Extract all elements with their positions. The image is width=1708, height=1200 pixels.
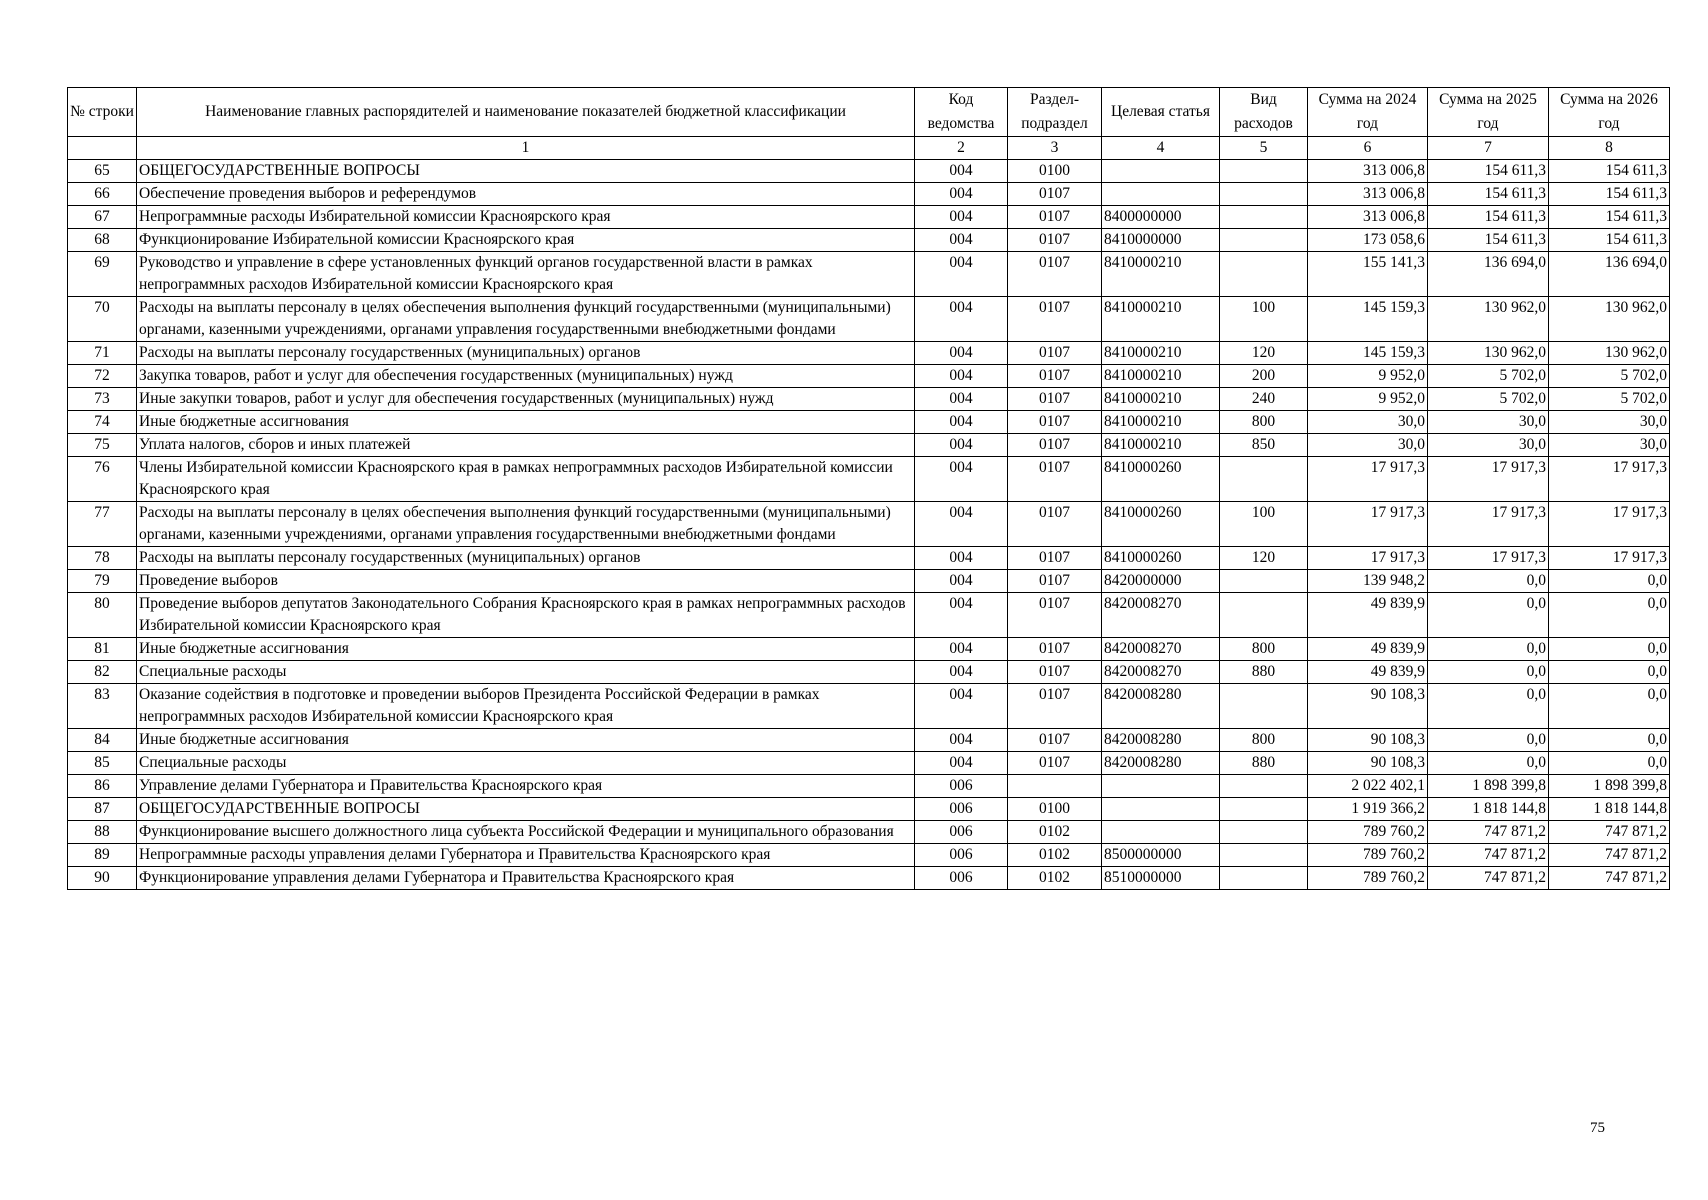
row-target: 8410000000	[1102, 229, 1220, 252]
row-dept-code: 004	[915, 388, 1008, 411]
row-section: 0107	[1008, 411, 1102, 434]
row-kind	[1220, 798, 1308, 821]
row-name: Функционирование высшего должностного лица субъекта Российской Федерации и муниципального образования	[137, 821, 915, 844]
row-number: 84	[68, 729, 137, 752]
table-row	[68, 593, 1670, 638]
table-row	[68, 342, 1670, 365]
row-kind: 100	[1220, 502, 1308, 547]
row-dept-code: 006	[915, 775, 1008, 798]
row-kind: 240	[1220, 388, 1308, 411]
row-sum-2025: 0,0	[1428, 570, 1549, 593]
header-sum-2024: Сумма на 2024 год	[1308, 88, 1428, 137]
table-row	[68, 388, 1670, 411]
row-kind: 200	[1220, 365, 1308, 388]
row-section: 0107	[1008, 457, 1102, 502]
row-sum-2024: 313 006,8	[1308, 160, 1428, 183]
row-sum-2026: 5 702,0	[1549, 365, 1670, 388]
row-sum-2026: 747 871,2	[1549, 844, 1670, 867]
row-dept-code: 006	[915, 844, 1008, 867]
row-name: Непрограммные расходы Избирательной комиссии Красноярского края	[137, 206, 915, 229]
row-sum-2024: 49 839,9	[1308, 638, 1428, 661]
row-sum-2024: 2 022 402,1	[1308, 775, 1428, 798]
row-section: 0107	[1008, 434, 1102, 457]
row-number: 77	[68, 502, 137, 547]
row-sum-2026: 0,0	[1549, 684, 1670, 729]
row-number: 67	[68, 206, 137, 229]
row-kind	[1220, 775, 1308, 798]
row-sum-2025: 0,0	[1428, 684, 1549, 729]
row-sum-2025: 0,0	[1428, 638, 1549, 661]
column-number: 4	[1102, 137, 1220, 160]
row-section: 0107	[1008, 342, 1102, 365]
budget-sheet	[67, 87, 1669, 890]
row-sum-2024: 155 141,3	[1308, 252, 1428, 297]
row-section: 0107	[1008, 684, 1102, 729]
row-target: 8410000210	[1102, 388, 1220, 411]
row-dept-code: 004	[915, 160, 1008, 183]
table-row	[68, 661, 1670, 684]
row-section: 0107	[1008, 206, 1102, 229]
row-name: Специальные расходы	[137, 752, 915, 775]
row-dept-code: 004	[915, 411, 1008, 434]
row-sum-2025: 154 611,3	[1428, 160, 1549, 183]
row-target	[1102, 775, 1220, 798]
row-dept-code: 004	[915, 229, 1008, 252]
row-number: 86	[68, 775, 137, 798]
row-kind	[1220, 229, 1308, 252]
row-sum-2026: 747 871,2	[1549, 867, 1670, 890]
row-sum-2025: 154 611,3	[1428, 183, 1549, 206]
header-row-no: № строки	[68, 88, 137, 137]
row-section: 0107	[1008, 502, 1102, 547]
row-section: 0107	[1008, 229, 1102, 252]
row-sum-2026: 0,0	[1549, 638, 1670, 661]
row-section: 0107	[1008, 365, 1102, 388]
row-section: 0102	[1008, 821, 1102, 844]
row-target: 8420008270	[1102, 638, 1220, 661]
row-name: Руководство и управление в сфере установленных функций органов государственной власти в рамках непрограммных расходов Избирательной комиссии Красноярского края	[137, 252, 915, 297]
row-dept-code: 004	[915, 729, 1008, 752]
row-dept-code: 006	[915, 798, 1008, 821]
row-section: 0102	[1008, 867, 1102, 890]
table-row	[68, 229, 1670, 252]
row-target: 8420008280	[1102, 729, 1220, 752]
row-name: Управление делами Губернатора и Правительства Красноярского края	[137, 775, 915, 798]
row-number: 89	[68, 844, 137, 867]
header-dept-code: Код ведомства	[915, 88, 1008, 137]
row-sum-2026: 154 611,3	[1549, 229, 1670, 252]
row-sum-2025: 30,0	[1428, 411, 1549, 434]
row-sum-2024: 17 917,3	[1308, 547, 1428, 570]
row-sum-2024: 90 108,3	[1308, 752, 1428, 775]
row-sum-2024: 17 917,3	[1308, 502, 1428, 547]
header-target: Целевая статья	[1102, 88, 1220, 137]
row-name: Функционирование управления делами Губернатора и Правительства Красноярского края	[137, 867, 915, 890]
row-kind	[1220, 684, 1308, 729]
row-sum-2026: 0,0	[1549, 593, 1670, 638]
row-sum-2025: 747 871,2	[1428, 867, 1549, 890]
row-sum-2024: 145 159,3	[1308, 297, 1428, 342]
row-dept-code: 004	[915, 547, 1008, 570]
row-sum-2024: 49 839,9	[1308, 661, 1428, 684]
row-kind: 800	[1220, 729, 1308, 752]
budget-table	[67, 87, 1670, 890]
row-section: 0100	[1008, 160, 1102, 183]
row-section: 0107	[1008, 570, 1102, 593]
row-name: Члены Избирательной комиссии Красноярского края в рамках непрограммных расходов Избирательной комиссии Красноярского края	[137, 457, 915, 502]
row-number: 87	[68, 798, 137, 821]
row-target: 8410000210	[1102, 297, 1220, 342]
table-row	[68, 252, 1670, 297]
row-number: 70	[68, 297, 137, 342]
row-target: 8410000210	[1102, 411, 1220, 434]
table-row	[68, 365, 1670, 388]
row-sum-2025: 5 702,0	[1428, 388, 1549, 411]
row-name: Закупка товаров, работ и услуг для обеспечения государственных (муниципальных) нужд	[137, 365, 915, 388]
row-target: 8410000210	[1102, 365, 1220, 388]
row-target	[1102, 821, 1220, 844]
row-section: 0107	[1008, 388, 1102, 411]
column-number: 3	[1008, 137, 1102, 160]
table-row	[68, 160, 1670, 183]
row-section: 0102	[1008, 844, 1102, 867]
row-number: 78	[68, 547, 137, 570]
row-sum-2024: 9 952,0	[1308, 365, 1428, 388]
row-kind: 120	[1220, 547, 1308, 570]
row-sum-2025: 154 611,3	[1428, 229, 1549, 252]
table-row	[68, 457, 1670, 502]
row-dept-code: 004	[915, 502, 1008, 547]
row-target: 8410000260	[1102, 502, 1220, 547]
row-kind	[1220, 867, 1308, 890]
row-sum-2025: 17 917,3	[1428, 457, 1549, 502]
row-section: 0107	[1008, 297, 1102, 342]
row-sum-2024: 789 760,2	[1308, 844, 1428, 867]
row-sum-2024: 789 760,2	[1308, 821, 1428, 844]
row-target	[1102, 160, 1220, 183]
row-target: 8420008270	[1102, 661, 1220, 684]
row-section: 0107	[1008, 183, 1102, 206]
row-sum-2026: 17 917,3	[1549, 547, 1670, 570]
row-target	[1102, 798, 1220, 821]
row-kind	[1220, 183, 1308, 206]
row-target	[1102, 183, 1220, 206]
row-section: 0107	[1008, 593, 1102, 638]
row-number: 69	[68, 252, 137, 297]
row-number: 88	[68, 821, 137, 844]
row-sum-2024: 139 948,2	[1308, 570, 1428, 593]
table-row	[68, 502, 1670, 547]
row-sum-2025: 0,0	[1428, 593, 1549, 638]
row-dept-code: 004	[915, 593, 1008, 638]
table-row	[68, 844, 1670, 867]
row-number: 90	[68, 867, 137, 890]
row-section: 0107	[1008, 729, 1102, 752]
row-sum-2025: 136 694,0	[1428, 252, 1549, 297]
row-dept-code: 004	[915, 297, 1008, 342]
row-number: 75	[68, 434, 137, 457]
row-sum-2026: 17 917,3	[1549, 502, 1670, 547]
row-dept-code: 004	[915, 252, 1008, 297]
row-name: Расходы на выплаты персоналу в целях обеспечения выполнения функций государственными (муниципальными) органами, казенными учреждениями, органами управления государственными внебюджетными фондами	[137, 297, 915, 342]
row-sum-2025: 747 871,2	[1428, 821, 1549, 844]
row-number: 71	[68, 342, 137, 365]
table-row	[68, 206, 1670, 229]
row-sum-2024: 789 760,2	[1308, 867, 1428, 890]
row-kind	[1220, 457, 1308, 502]
row-target: 8500000000	[1102, 844, 1220, 867]
header-row	[68, 88, 1670, 137]
row-sum-2025: 130 962,0	[1428, 297, 1549, 342]
row-name: Иные бюджетные ассигнования	[137, 638, 915, 661]
row-sum-2026: 130 962,0	[1549, 297, 1670, 342]
row-name: Проведение выборов депутатов Законодательного Собрания Красноярского края в рамках непрограммных расходов Избирательной комиссии Красноярского края	[137, 593, 915, 638]
row-name: Оказание содействия в подготовке и проведении выборов Президента Российской Федерации в рамках непрограммных расходов Избирательной комиссии Красноярского края	[137, 684, 915, 729]
row-number: 79	[68, 570, 137, 593]
header-sum-2026: Сумма на 2026 год	[1549, 88, 1670, 137]
row-sum-2026: 154 611,3	[1549, 160, 1670, 183]
row-sum-2025: 747 871,2	[1428, 844, 1549, 867]
table-row	[68, 775, 1670, 798]
row-kind	[1220, 570, 1308, 593]
row-kind	[1220, 160, 1308, 183]
row-kind	[1220, 593, 1308, 638]
row-number: 81	[68, 638, 137, 661]
row-sum-2026: 30,0	[1549, 434, 1670, 457]
row-section: 0107	[1008, 752, 1102, 775]
row-target: 8410000260	[1102, 547, 1220, 570]
row-dept-code: 004	[915, 684, 1008, 729]
row-target: 8420008270	[1102, 593, 1220, 638]
row-kind: 880	[1220, 661, 1308, 684]
row-kind	[1220, 844, 1308, 867]
column-number: 8	[1549, 137, 1670, 160]
row-sum-2025: 154 611,3	[1428, 206, 1549, 229]
column-number	[68, 137, 137, 160]
row-sum-2026: 130 962,0	[1549, 342, 1670, 365]
row-number: 73	[68, 388, 137, 411]
row-dept-code: 004	[915, 434, 1008, 457]
header-kind: Вид расходов	[1220, 88, 1308, 137]
row-target: 8410000210	[1102, 252, 1220, 297]
row-section	[1008, 775, 1102, 798]
row-sum-2026: 5 702,0	[1549, 388, 1670, 411]
row-kind	[1220, 821, 1308, 844]
row-kind: 880	[1220, 752, 1308, 775]
row-target: 8400000000	[1102, 206, 1220, 229]
row-name: Обеспечение проведения выборов и референдумов	[137, 183, 915, 206]
row-sum-2025: 1 898 399,8	[1428, 775, 1549, 798]
table-row	[68, 821, 1670, 844]
row-target: 8420008280	[1102, 752, 1220, 775]
table-row	[68, 183, 1670, 206]
row-target: 8410000210	[1102, 434, 1220, 457]
row-kind	[1220, 206, 1308, 229]
row-dept-code: 006	[915, 821, 1008, 844]
row-sum-2026: 0,0	[1549, 752, 1670, 775]
row-kind: 800	[1220, 638, 1308, 661]
row-dept-code: 004	[915, 206, 1008, 229]
row-sum-2024: 17 917,3	[1308, 457, 1428, 502]
row-sum-2026: 154 611,3	[1549, 183, 1670, 206]
table-row	[68, 752, 1670, 775]
row-sum-2026: 154 611,3	[1549, 206, 1670, 229]
row-number: 83	[68, 684, 137, 729]
row-name: Специальные расходы	[137, 661, 915, 684]
row-name: Расходы на выплаты персоналу государственных (муниципальных) органов	[137, 342, 915, 365]
row-sum-2026: 1 898 399,8	[1549, 775, 1670, 798]
row-sum-2025: 1 818 144,8	[1428, 798, 1549, 821]
row-sum-2026: 136 694,0	[1549, 252, 1670, 297]
header-section: Раздел-подраздел	[1008, 88, 1102, 137]
row-sum-2026: 747 871,2	[1549, 821, 1670, 844]
row-name: Расходы на выплаты персоналу в целях обеспечения выполнения функций государственными (муниципальными) органами, казенными учреждениями, органами управления государственными внебюджетными фондами	[137, 502, 915, 547]
table-row	[68, 729, 1670, 752]
row-dept-code: 004	[915, 661, 1008, 684]
row-sum-2024: 313 006,8	[1308, 206, 1428, 229]
table-row	[68, 867, 1670, 890]
row-sum-2025: 130 962,0	[1428, 342, 1549, 365]
row-target: 8510000000	[1102, 867, 1220, 890]
row-sum-2024: 313 006,8	[1308, 183, 1428, 206]
row-number: 76	[68, 457, 137, 502]
row-number: 66	[68, 183, 137, 206]
row-sum-2024: 1 919 366,2	[1308, 798, 1428, 821]
column-number: 1	[137, 137, 915, 160]
row-kind	[1220, 252, 1308, 297]
row-name: Проведение выборов	[137, 570, 915, 593]
row-dept-code: 004	[915, 183, 1008, 206]
header-name: Наименование главных распорядителей и наименование показателей бюджетной классификации	[137, 88, 915, 137]
header-sum-2025: Сумма на 2025 год	[1428, 88, 1549, 137]
row-sum-2024: 145 159,3	[1308, 342, 1428, 365]
row-sum-2025: 17 917,3	[1428, 502, 1549, 547]
row-sum-2024: 49 839,9	[1308, 593, 1428, 638]
row-sum-2025: 5 702,0	[1428, 365, 1549, 388]
column-number: 5	[1220, 137, 1308, 160]
row-name: Функционирование Избирательной комиссии Красноярского края	[137, 229, 915, 252]
row-sum-2024: 90 108,3	[1308, 684, 1428, 729]
table-row	[68, 411, 1670, 434]
column-number: 6	[1308, 137, 1428, 160]
table-row	[68, 547, 1670, 570]
row-sum-2024: 173 058,6	[1308, 229, 1428, 252]
row-dept-code: 004	[915, 570, 1008, 593]
column-number: 7	[1428, 137, 1549, 160]
column-number: 2	[915, 137, 1008, 160]
row-section: 0100	[1008, 798, 1102, 821]
row-dept-code: 004	[915, 638, 1008, 661]
row-target: 8420008280	[1102, 684, 1220, 729]
row-dept-code: 004	[915, 457, 1008, 502]
row-name: Иные бюджетные ассигнования	[137, 729, 915, 752]
row-name: Иные бюджетные ассигнования	[137, 411, 915, 434]
row-sum-2026: 17 917,3	[1549, 457, 1670, 502]
row-name: ОБЩЕГОСУДАРСТВЕННЫЕ ВОПРОСЫ	[137, 160, 915, 183]
table-row	[68, 638, 1670, 661]
row-sum-2026: 30,0	[1549, 411, 1670, 434]
row-section: 0107	[1008, 252, 1102, 297]
row-number: 72	[68, 365, 137, 388]
row-dept-code: 004	[915, 752, 1008, 775]
table-body	[68, 160, 1670, 890]
row-sum-2026: 0,0	[1549, 661, 1670, 684]
row-kind: 120	[1220, 342, 1308, 365]
row-target: 8410000260	[1102, 457, 1220, 502]
table-row	[68, 684, 1670, 729]
row-number: 85	[68, 752, 137, 775]
row-dept-code: 006	[915, 867, 1008, 890]
row-sum-2026: 1 818 144,8	[1549, 798, 1670, 821]
row-sum-2025: 0,0	[1428, 752, 1549, 775]
row-sum-2024: 30,0	[1308, 411, 1428, 434]
row-sum-2024: 90 108,3	[1308, 729, 1428, 752]
row-sum-2024: 30,0	[1308, 434, 1428, 457]
row-sum-2025: 0,0	[1428, 661, 1549, 684]
row-number: 80	[68, 593, 137, 638]
row-sum-2025: 17 917,3	[1428, 547, 1549, 570]
row-number: 82	[68, 661, 137, 684]
row-section: 0107	[1008, 547, 1102, 570]
row-number: 74	[68, 411, 137, 434]
row-target: 8420000000	[1102, 570, 1220, 593]
row-name: Уплата налогов, сборов и иных платежей	[137, 434, 915, 457]
column-number-row	[68, 137, 1670, 160]
row-sum-2025: 0,0	[1428, 729, 1549, 752]
row-section: 0107	[1008, 638, 1102, 661]
row-sum-2024: 9 952,0	[1308, 388, 1428, 411]
row-section: 0107	[1008, 661, 1102, 684]
row-sum-2025: 30,0	[1428, 434, 1549, 457]
table-row	[68, 570, 1670, 593]
row-name: Расходы на выплаты персоналу государственных (муниципальных) органов	[137, 547, 915, 570]
row-name: ОБЩЕГОСУДАРСТВЕННЫЕ ВОПРОСЫ	[137, 798, 915, 821]
row-number: 68	[68, 229, 137, 252]
row-kind: 850	[1220, 434, 1308, 457]
row-kind: 800	[1220, 411, 1308, 434]
row-dept-code: 004	[915, 342, 1008, 365]
row-kind: 100	[1220, 297, 1308, 342]
row-sum-2026: 0,0	[1549, 729, 1670, 752]
table-row	[68, 434, 1670, 457]
page-number: 75	[1590, 1120, 1605, 1136]
row-dept-code: 004	[915, 365, 1008, 388]
row-number: 65	[68, 160, 137, 183]
row-name: Иные закупки товаров, работ и услуг для обеспечения государственных (муниципальных) нужд	[137, 388, 915, 411]
table-row	[68, 798, 1670, 821]
row-name: Непрограммные расходы управления делами Губернатора и Правительства Красноярского края	[137, 844, 915, 867]
row-target: 8410000210	[1102, 342, 1220, 365]
row-sum-2026: 0,0	[1549, 570, 1670, 593]
table-row	[68, 297, 1670, 342]
